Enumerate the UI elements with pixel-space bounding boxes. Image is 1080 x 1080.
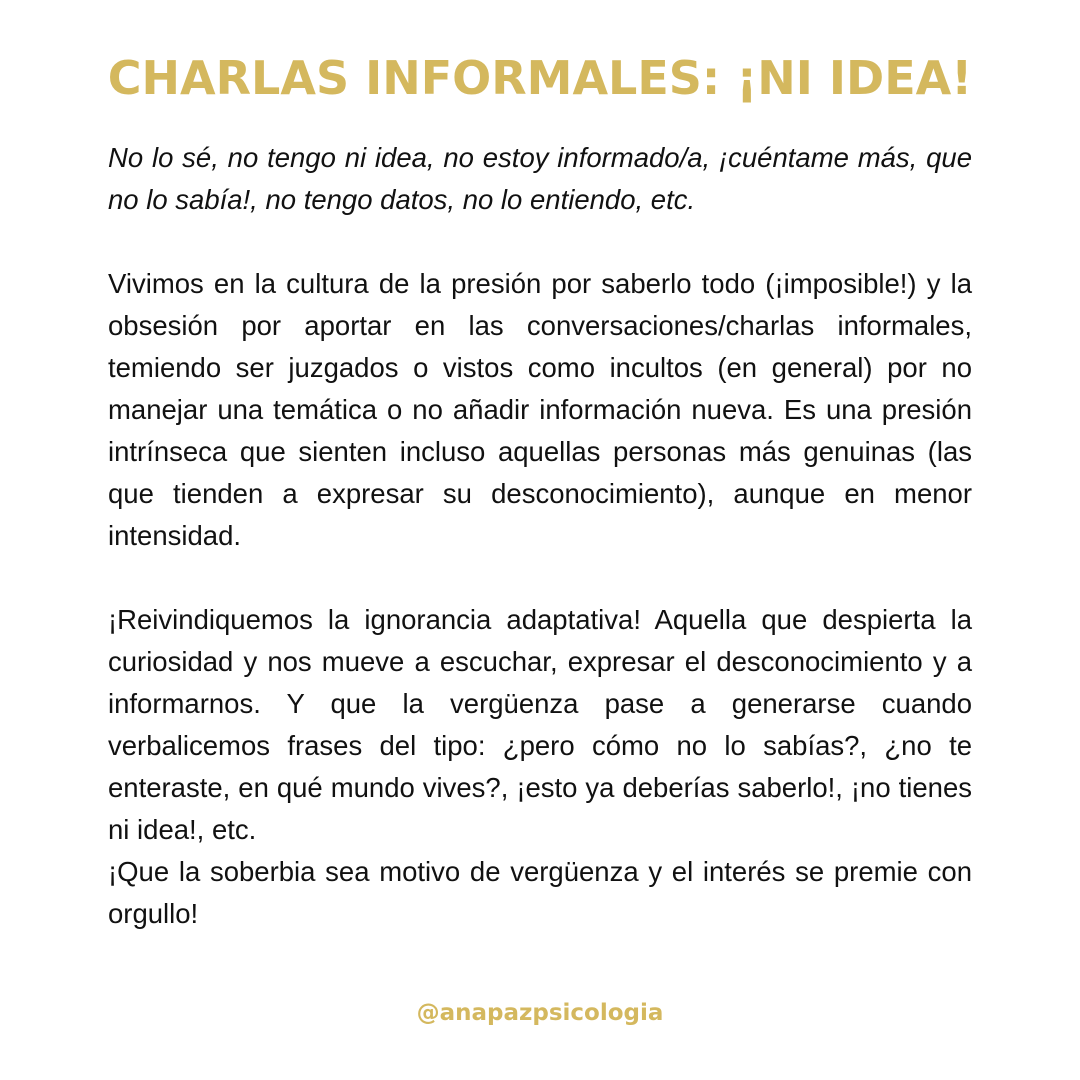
page-title: CHARLAS INFORMALES: ¡NI IDEA! [107, 51, 973, 105]
paragraph-spacer [108, 557, 972, 599]
paragraph-spacer [108, 221, 972, 263]
body-text [108, 137, 972, 935]
intro-paragraph: No lo sé, no tengo ni idea, no estoy informado/a, ¡cuéntame más, que no lo sabía!, no tengo datos, no lo entiendo, etc. [108, 142, 972, 215]
paragraph-closing: ¡Que la soberbia sea motivo de vergüenza y el interés se premie con orgullo! [108, 856, 972, 929]
author-handle: @anapazpsicologia [416, 1000, 664, 1026]
paragraph-pressure: Vivimos en la cultura de la presión por saberlo todo (¡imposible!) y la obsesión por aportar en las conversaciones/charlas informales, temiendo ser juzgados o vistos como incultos (en general) por no manejar una temática o no añadir información nueva. Es una presión intrínseca que sienten incluso aquellas personas más genuinas (las que tienden a expresar su desconocimiento), aunque en menor intensidad. [108, 268, 972, 551]
paragraph-ignorance: ¡Reivindiquemos la ignorancia adaptativa! Aquella que despierta la curiosidad y nos mueve a escuchar, expresar el desconocimiento y a informarnos. Y que la vergüenza pase a generarse cuando verbalicemos frases del tipo: ¿pero cómo no lo sabías?, ¿no te enteraste, en qué mundo vives?, ¡esto ya deberías saberlo!, ¡no tienes ni idea!, etc. [108, 604, 972, 845]
